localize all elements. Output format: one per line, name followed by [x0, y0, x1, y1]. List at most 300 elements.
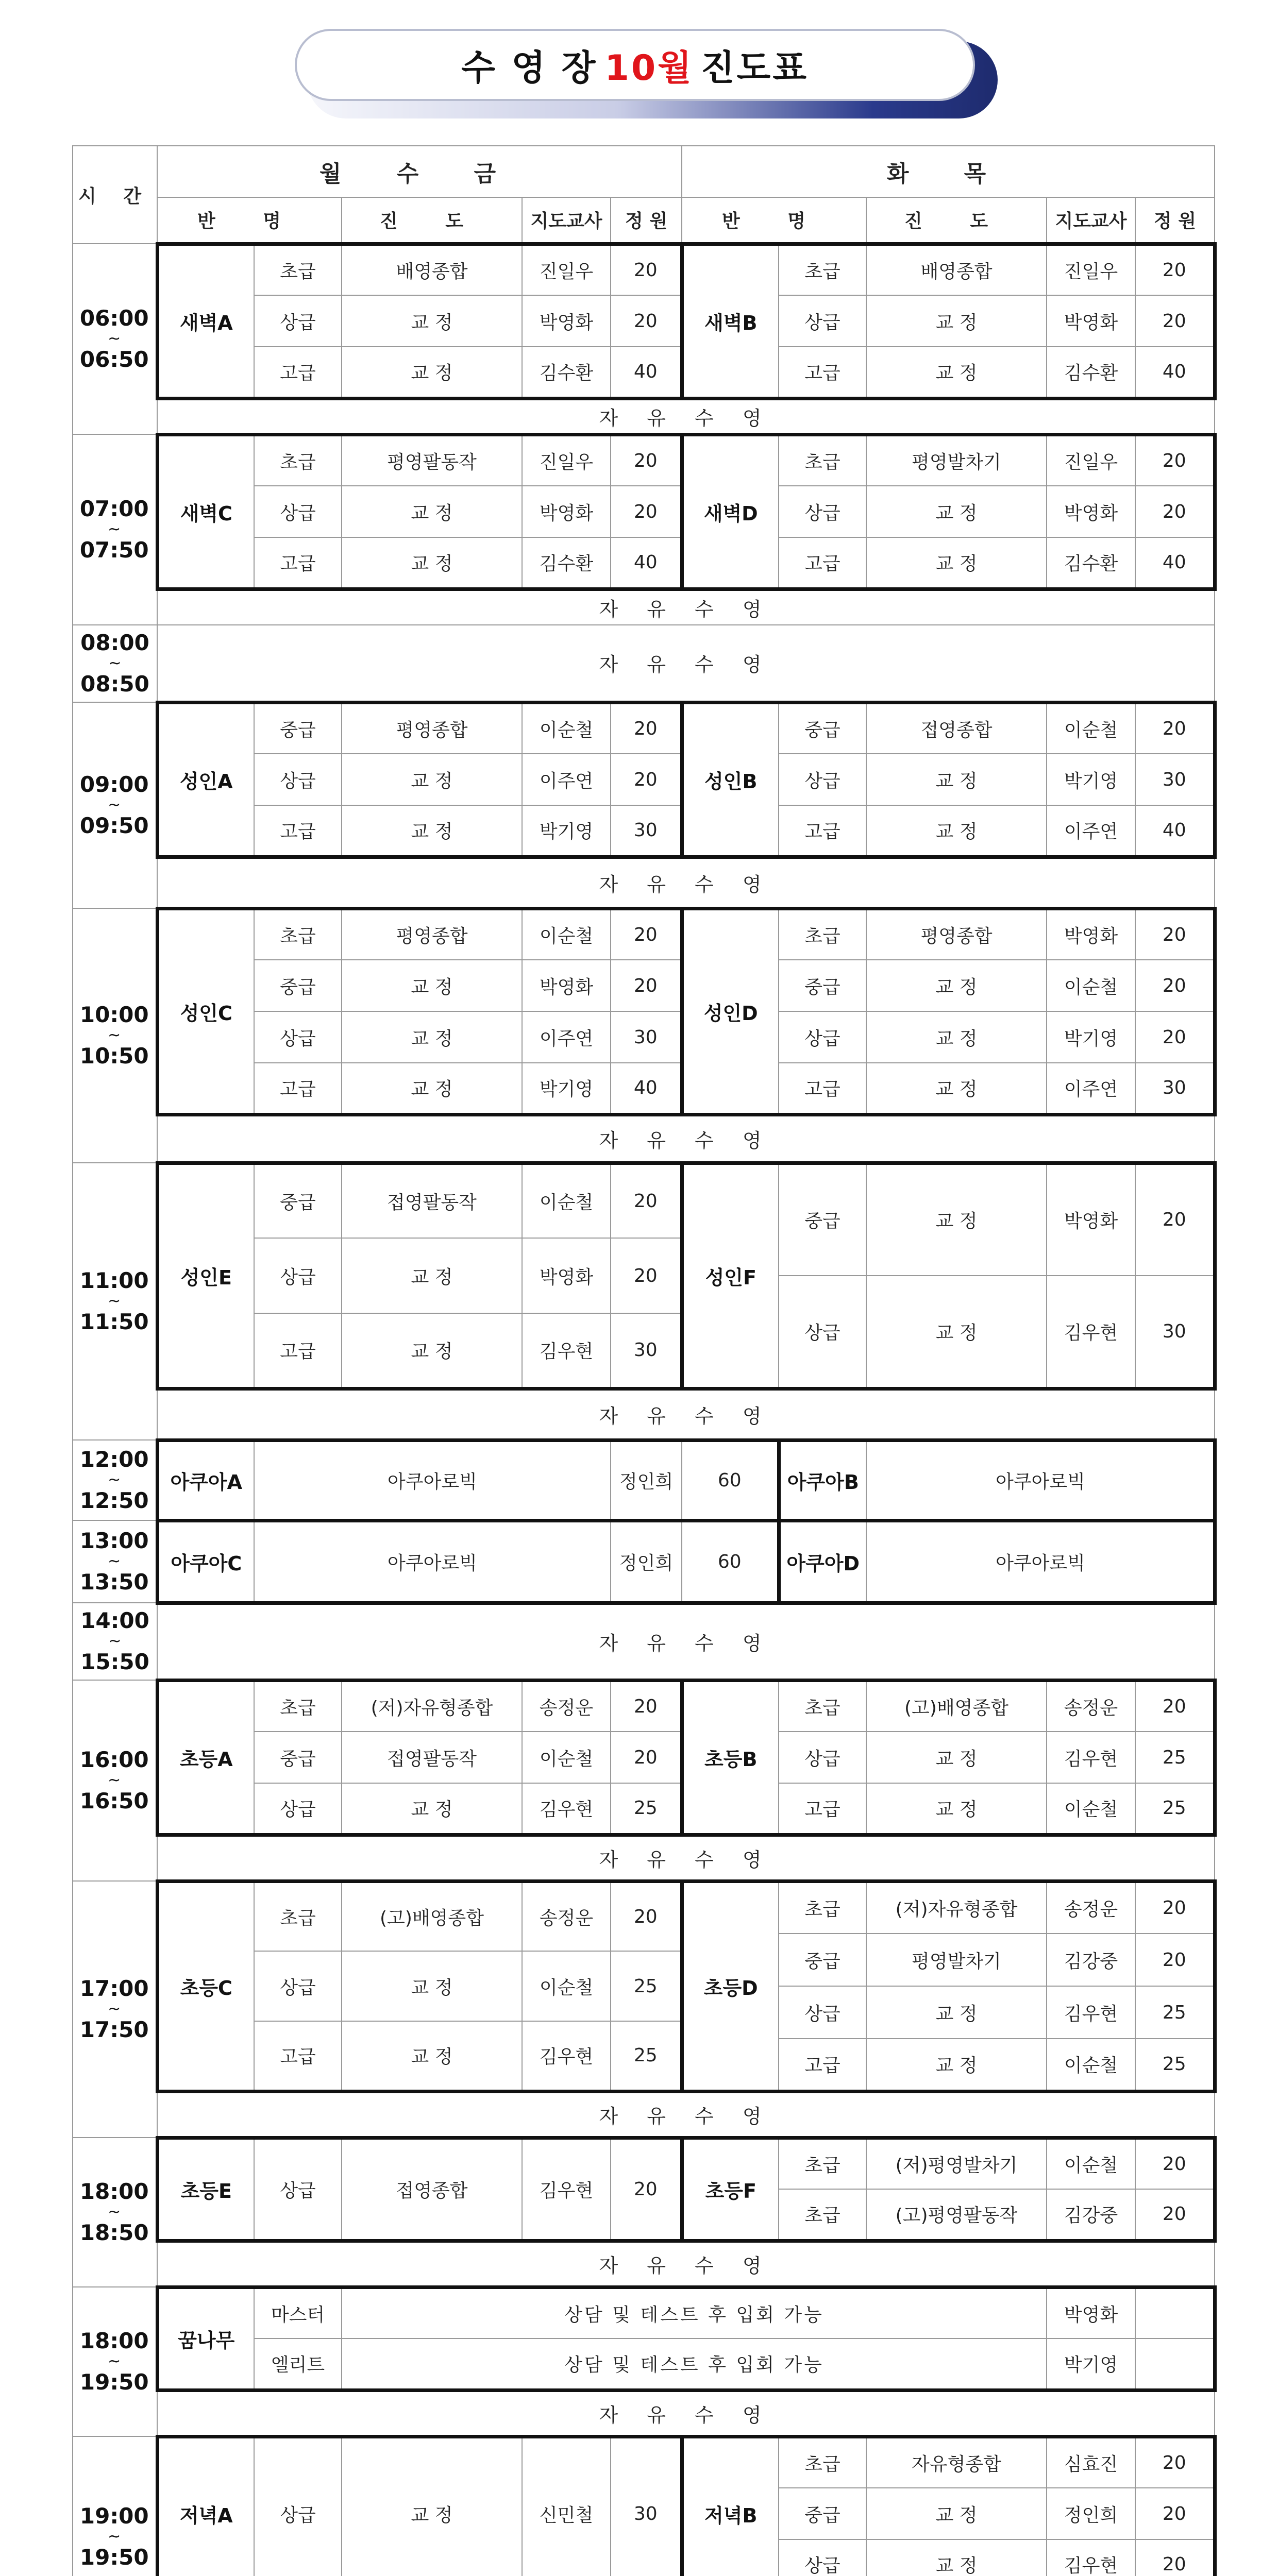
capacity-right: 20 [1135, 960, 1215, 1011]
course-right: 교 정 [866, 1011, 1047, 1063]
course-left: 접영팔동작 [342, 1163, 522, 1238]
course-left: 평영종합 [342, 908, 522, 960]
teacher-right: 김수환 [1047, 347, 1135, 398]
course-right: (고)평영팔동작 [866, 2189, 1047, 2241]
level-left: 상급 [254, 1011, 342, 1063]
class-name-right: 성인B [682, 702, 779, 857]
capacity-right: 20 [1135, 434, 1215, 486]
course-left: 교 정 [342, 1011, 522, 1063]
schedule-table [72, 145, 1217, 2576]
capacity-left: 20 [611, 1680, 682, 1732]
course-right: 평영발차기 [866, 1934, 1047, 1986]
table-row [73, 244, 1215, 295]
course-right: (저)평영발차기 [866, 2138, 1047, 2189]
course-right: 교 정 [866, 1276, 1047, 1388]
level-right: 상급 [779, 754, 866, 805]
capacity [1135, 2287, 1215, 2338]
level-right: 상급 [779, 1011, 866, 1063]
time-cell [73, 702, 157, 908]
table-row [73, 702, 1215, 754]
level-right: 상급 [779, 1986, 866, 2039]
course-right: (저)자유형종합 [866, 1881, 1047, 1934]
capacity-right: 20 [1135, 2539, 1215, 2576]
course-right: (고)배영종합 [866, 1680, 1047, 1732]
teacher-left: 이순철 [522, 908, 611, 960]
time-end: 13:50 [79, 1569, 149, 1595]
title-prefix: 수 영 장 [461, 47, 598, 89]
title-month: 10월 [604, 47, 694, 89]
time-end: 07:50 [79, 537, 149, 563]
capacity-left: 25 [611, 2021, 682, 2091]
time-end: 12:50 [79, 1488, 149, 1513]
free-swim-row: 자 유 수 영 [157, 1114, 1215, 1163]
course-right: 교 정 [866, 486, 1047, 537]
course-left: 평영종합 [342, 702, 522, 754]
course-right: 접영종합 [866, 702, 1047, 754]
capacity-left: 60 [682, 1440, 779, 1520]
capacity-left: 30 [611, 2436, 682, 2576]
class-name-right: 성인F [682, 1163, 779, 1388]
capacity-left: 30 [611, 1011, 682, 1063]
capacity-right: 40 [1135, 805, 1215, 857]
header-tue-thu: 화 목 [682, 146, 1215, 197]
teacher-left: 김우현 [522, 1313, 611, 1388]
capacity-right: 25 [1135, 2039, 1215, 2091]
time-cell [73, 244, 157, 434]
header-capacity: 정 원 [1135, 197, 1215, 244]
time-start: 19:00 [79, 2503, 149, 2529]
course-right: 교 정 [866, 2039, 1047, 2091]
capacity-left: 20 [611, 908, 682, 960]
teacher-left: 김수환 [522, 537, 611, 589]
teacher-right: 이순철 [1047, 2039, 1135, 2091]
teacher-right: 김우현 [1047, 1986, 1135, 2039]
capacity-right: 20 [1135, 1163, 1215, 1276]
level-right: 초급 [779, 1881, 866, 1934]
time-start: 17:00 [79, 1976, 149, 2001]
capacity-left: 20 [611, 754, 682, 805]
time-start: 14:00 [80, 1608, 149, 1633]
time-start: 10:00 [79, 1002, 149, 1027]
capacity-right: 20 [1135, 702, 1215, 754]
level-right: 초급 [779, 2138, 866, 2189]
teacher-right: 김수환 [1047, 537, 1135, 589]
time-cell [73, 625, 157, 702]
course-right: 교 정 [866, 347, 1047, 398]
time-cell [73, 908, 157, 1163]
time-sep: ~ [108, 796, 121, 814]
teacher-right: 이순철 [1047, 702, 1135, 754]
level-left: 상급 [254, 1238, 342, 1313]
course-left: 아쿠아로빅 [254, 1520, 611, 1603]
table-row [73, 1440, 1215, 1520]
class-name-left: 저녁A [157, 2436, 254, 2576]
teacher-left: 박기영 [522, 1063, 611, 1114]
level-right: 상급 [779, 2539, 866, 2576]
level-left: 중급 [254, 702, 342, 754]
teacher-left: 이순철 [522, 1163, 611, 1238]
level: 마스터 [254, 2287, 342, 2338]
table-row [73, 908, 1215, 960]
course-left: 접영팔동작 [342, 1732, 522, 1783]
course-left: (고)배영종합 [342, 1881, 522, 1951]
capacity-right: 30 [1135, 1063, 1215, 1114]
level-left: 상급 [254, 486, 342, 537]
teacher-left: 김우현 [522, 1783, 611, 1835]
course-right: 교 정 [866, 295, 1047, 347]
free-swim-row: 자 유 수 영 [157, 1388, 1215, 1440]
course-left: 교 정 [342, 1238, 522, 1313]
capacity-right: 20 [1135, 1934, 1215, 1986]
time-cell [73, 1881, 157, 2138]
capacity-left: 20 [611, 960, 682, 1011]
course-right: 평영종합 [866, 908, 1047, 960]
class-name-left: 아쿠아A [157, 1440, 254, 1520]
time-sep: ~ [108, 654, 122, 672]
course-left: (저)자유형종합 [342, 1680, 522, 1732]
free-swim-row: 자 유 수 영 [157, 625, 1215, 702]
teacher-left: 이주연 [522, 754, 611, 805]
level-left: 초급 [254, 434, 342, 486]
time-start: 16:00 [79, 1747, 149, 1772]
course-right: 교 정 [866, 960, 1047, 1011]
capacity-right: 20 [1135, 1680, 1215, 1732]
course-right: 교 정 [866, 1986, 1047, 2039]
capacity-left: 20 [611, 1881, 682, 1951]
table-row [73, 2241, 1215, 2287]
course-left: 평영팔동작 [342, 434, 522, 486]
teacher-left: 이순철 [522, 1951, 611, 2021]
level-right: 초급 [779, 2189, 866, 2241]
teacher-right: 김강중 [1047, 2189, 1135, 2241]
teacher-left: 김우현 [522, 2021, 611, 2091]
time-sep: ~ [108, 1552, 121, 1570]
capacity-left: 20 [611, 1732, 682, 1783]
capacity-right: 20 [1135, 2189, 1215, 2241]
level-left: 상급 [254, 1783, 342, 1835]
course-right: 교 정 [866, 537, 1047, 589]
teacher-left: 신민철 [522, 2436, 611, 2576]
capacity-right: 20 [1135, 2436, 1215, 2488]
course-right: 교 정 [866, 1163, 1047, 1276]
class-name-left: 성인E [157, 1163, 254, 1388]
level-left: 상급 [254, 2138, 342, 2241]
teacher-right: 김강중 [1047, 1934, 1135, 1986]
level-right: 고급 [779, 2039, 866, 2091]
table-row [73, 1114, 1215, 1163]
teacher: 박영화 [1047, 2287, 1135, 2338]
teacher-right: 진일우 [1047, 244, 1135, 295]
free-swim-row: 자 유 수 영 [157, 1835, 1215, 1881]
page-title [295, 29, 975, 101]
time-end: 06:50 [79, 347, 149, 372]
time-start: 13:00 [79, 1528, 149, 1553]
time-sep: ~ [108, 1292, 121, 1310]
course-right: 평영발차기 [866, 434, 1047, 486]
time-sep: ~ [108, 330, 121, 348]
class-name-right: 아쿠아D [779, 1520, 866, 1603]
teacher-left: 박영화 [522, 1238, 611, 1313]
level-right: 고급 [779, 805, 866, 857]
level-right: 중급 [779, 960, 866, 1011]
course-right: 교 정 [866, 2488, 1047, 2539]
header-progress: 진 도 [866, 197, 1047, 244]
time-end: 19:50 [79, 2545, 149, 2570]
table-row [73, 2091, 1215, 2138]
time-start: 18:00 [79, 2328, 149, 2353]
time-start: 12:00 [79, 1447, 149, 1472]
level-left: 초급 [254, 244, 342, 295]
level-right: 중급 [779, 2488, 866, 2539]
level-left: 초급 [254, 908, 342, 960]
level-left: 초급 [254, 1680, 342, 1732]
level-left: 중급 [254, 960, 342, 1011]
time-start: 18:00 [79, 2179, 149, 2204]
time-end: 11:50 [79, 1309, 149, 1334]
capacity-left: 20 [611, 486, 682, 537]
class-name-left: 성인C [157, 908, 254, 1114]
course-right: 교 정 [866, 754, 1047, 805]
capacity-right: 25 [1135, 1986, 1215, 2039]
capacity-right: 20 [1135, 244, 1215, 295]
class-name-right: 저녁B [682, 2436, 779, 2576]
table-row [73, 434, 1215, 486]
time-cell [73, 1163, 157, 1440]
level-right: 중급 [779, 1163, 866, 1276]
time-end: 17:50 [79, 2017, 149, 2042]
teacher-right: 이순철 [1047, 960, 1135, 1011]
teacher-right: 김우현 [1047, 2539, 1135, 2576]
capacity-left: 30 [611, 805, 682, 857]
course-left: 배영종합 [342, 244, 522, 295]
time-cell [73, 434, 157, 625]
capacity-right: 20 [1135, 2488, 1215, 2539]
course-right: 자유형종합 [866, 2436, 1047, 2488]
level-right: 상급 [779, 295, 866, 347]
level-right: 상급 [779, 486, 866, 537]
course-right: 아쿠아로빅 [866, 1520, 1215, 1603]
level-left: 상급 [254, 2436, 342, 2576]
capacity-right: 20 [1135, 908, 1215, 960]
class-name-left: 아쿠아C [157, 1520, 254, 1603]
class-name-dream: 꿈나무 [157, 2287, 254, 2390]
level-left: 상급 [254, 1951, 342, 2021]
teacher-left: 이주연 [522, 1011, 611, 1063]
header-teacher: 지도교사 [1047, 197, 1135, 244]
time-cell [73, 1680, 157, 1881]
course-left: 교 정 [342, 1313, 522, 1388]
teacher-right: 이순철 [1047, 1783, 1135, 1835]
course-right: 배영종합 [866, 244, 1047, 295]
time-cell [73, 2138, 157, 2287]
course-right: 교 정 [866, 1063, 1047, 1114]
level-right: 고급 [779, 1063, 866, 1114]
course-right: 교 정 [866, 805, 1047, 857]
header-class-name: 반 명 [157, 197, 342, 244]
class-name-right: 아쿠아B [779, 1440, 866, 1520]
teacher-right: 이주연 [1047, 1063, 1135, 1114]
free-swim-row: 자 유 수 영 [157, 2390, 1215, 2436]
table-row [73, 2287, 1215, 2338]
level-right: 고급 [779, 1783, 866, 1835]
capacity-left: 20 [611, 434, 682, 486]
time-start: 06:00 [79, 306, 149, 331]
capacity-right: 30 [1135, 1276, 1215, 1388]
course-left: 교 정 [342, 2436, 522, 2576]
teacher-right: 이주연 [1047, 805, 1135, 857]
course-left: 접영종합 [342, 2138, 522, 2241]
teacher-left: 김우현 [522, 2138, 611, 2241]
capacity-right: 20 [1135, 486, 1215, 537]
teacher-right: 김우현 [1047, 1732, 1135, 1783]
capacity-right: 20 [1135, 2138, 1215, 2189]
table-row [73, 1520, 1215, 1603]
capacity-right: 30 [1135, 754, 1215, 805]
teacher-right: 박기영 [1047, 754, 1135, 805]
capacity-left: 20 [611, 702, 682, 754]
header-progress: 진 도 [342, 197, 522, 244]
level: 엘리트 [254, 2338, 342, 2390]
capacity-left: 20 [611, 1163, 682, 1238]
time-sep: ~ [108, 1026, 121, 1044]
capacity-left: 60 [682, 1520, 779, 1603]
teacher-left: 박영화 [522, 295, 611, 347]
table-row [73, 2436, 1215, 2488]
capacity-left: 40 [611, 537, 682, 589]
course-left: 교 정 [342, 1783, 522, 1835]
time-sep: ~ [108, 2203, 121, 2221]
capacity-left: 40 [611, 1063, 682, 1114]
teacher-right: 박영화 [1047, 908, 1135, 960]
course-left: 교 정 [342, 537, 522, 589]
class-name-right: 초등D [682, 1881, 779, 2091]
level-right: 초급 [779, 434, 866, 486]
teacher-right: 송정운 [1047, 1881, 1135, 1934]
course-right: 교 정 [866, 1783, 1047, 1835]
capacity-right: 20 [1135, 295, 1215, 347]
header-capacity: 정 원 [611, 197, 682, 244]
teacher-left: 정인희 [611, 1520, 682, 1603]
level-left: 상급 [254, 754, 342, 805]
teacher-left: 김수환 [522, 347, 611, 398]
table-row [73, 1163, 1215, 1200]
class-name-left: 초등C [157, 1881, 254, 2091]
teacher-right: 박영화 [1047, 486, 1135, 537]
title-banner [295, 29, 989, 116]
time-sep: ~ [108, 1632, 122, 1650]
course-left: 교 정 [342, 486, 522, 537]
class-name-left: 성인A [157, 702, 254, 857]
course-left: 아쿠아로빅 [254, 1440, 611, 1520]
time-end: 09:50 [79, 813, 149, 838]
capacity-right: 25 [1135, 1732, 1215, 1783]
table-row [73, 1835, 1215, 1881]
table-row [73, 1680, 1215, 1732]
free-swim-row: 자 유 수 영 [157, 857, 1215, 908]
course-left: 교 정 [342, 1951, 522, 2021]
teacher-left: 박기영 [522, 805, 611, 857]
time-start: 09:00 [79, 772, 149, 797]
class-name-right: 초등F [682, 2138, 779, 2241]
capacity-right: 25 [1135, 1783, 1215, 1835]
level-left: 고급 [254, 537, 342, 589]
course-left: 교 정 [342, 960, 522, 1011]
level-right: 초급 [779, 244, 866, 295]
free-swim-row: 자 유 수 영 [157, 2091, 1215, 2138]
level-right: 고급 [779, 537, 866, 589]
capacity-right: 40 [1135, 347, 1215, 398]
table-row [73, 857, 1215, 908]
free-swim-row: 자 유 수 영 [157, 2241, 1215, 2287]
time-cell [73, 1603, 157, 1680]
time-start: 11:00 [79, 1268, 149, 1293]
time-start: 08:00 [80, 630, 149, 655]
class-name-right: 성인D [682, 908, 779, 1114]
time-end: 10:50 [79, 1043, 149, 1069]
teacher-left: 이순철 [522, 702, 611, 754]
enroll-note: 상담 및 테스트 후 입회 가능 [342, 2338, 1047, 2390]
header-mon-wed-fri: 월 수 금 [157, 146, 682, 197]
teacher-right: 박기영 [1047, 1011, 1135, 1063]
time-start: 07:00 [79, 496, 149, 521]
level-left: 상급 [254, 295, 342, 347]
level-right: 고급 [779, 347, 866, 398]
teacher-left: 박영화 [522, 486, 611, 537]
table-row [73, 197, 1215, 244]
time-end: 15:50 [80, 1649, 149, 1674]
teacher-left: 정인희 [611, 1440, 682, 1520]
table-row [73, 1388, 1215, 1440]
time-sep: ~ [108, 1471, 121, 1489]
course-left: 교 정 [342, 754, 522, 805]
teacher-left: 이순철 [522, 1732, 611, 1783]
capacity-left: 20 [611, 2138, 682, 2241]
free-swim-row: 자 유 수 영 [157, 398, 1215, 434]
capacity-right: 20 [1135, 1011, 1215, 1063]
teacher-right: 김우현 [1047, 1276, 1135, 1388]
header-time: 시 간 [73, 146, 157, 244]
level-right: 중급 [779, 702, 866, 754]
time-sep: ~ [108, 2000, 121, 2018]
teacher-left: 박영화 [522, 960, 611, 1011]
teacher-left: 송정운 [522, 1680, 611, 1732]
capacity-left: 30 [611, 1313, 682, 1388]
enroll-note: 상담 및 테스트 후 입회 가능 [342, 2287, 1047, 2338]
level-right: 중급 [779, 1934, 866, 1986]
time-sep: ~ [108, 1771, 121, 1789]
time-cell [73, 2436, 157, 2576]
teacher: 박기영 [1047, 2338, 1135, 2390]
teacher-right: 박영화 [1047, 1163, 1135, 1276]
header-teacher: 지도교사 [522, 197, 611, 244]
level-left: 고급 [254, 347, 342, 398]
teacher-right: 이순철 [1047, 2138, 1135, 2189]
course-left: 교 정 [342, 1063, 522, 1114]
time-end: 08:50 [80, 671, 149, 697]
free-swim-row: 자 유 수 영 [157, 589, 1215, 625]
teacher-left: 진일우 [522, 434, 611, 486]
time-end: 19:50 [79, 2369, 149, 2395]
capacity-left: 20 [611, 244, 682, 295]
table-row [73, 589, 1215, 625]
time-cell [73, 1440, 157, 1520]
capacity-left: 25 [611, 1783, 682, 1835]
time-sep: ~ [108, 520, 121, 538]
class-name-left: 초등A [157, 1680, 254, 1835]
level-right: 초급 [779, 908, 866, 960]
course-left: 교 정 [342, 295, 522, 347]
capacity-right: 40 [1135, 537, 1215, 589]
